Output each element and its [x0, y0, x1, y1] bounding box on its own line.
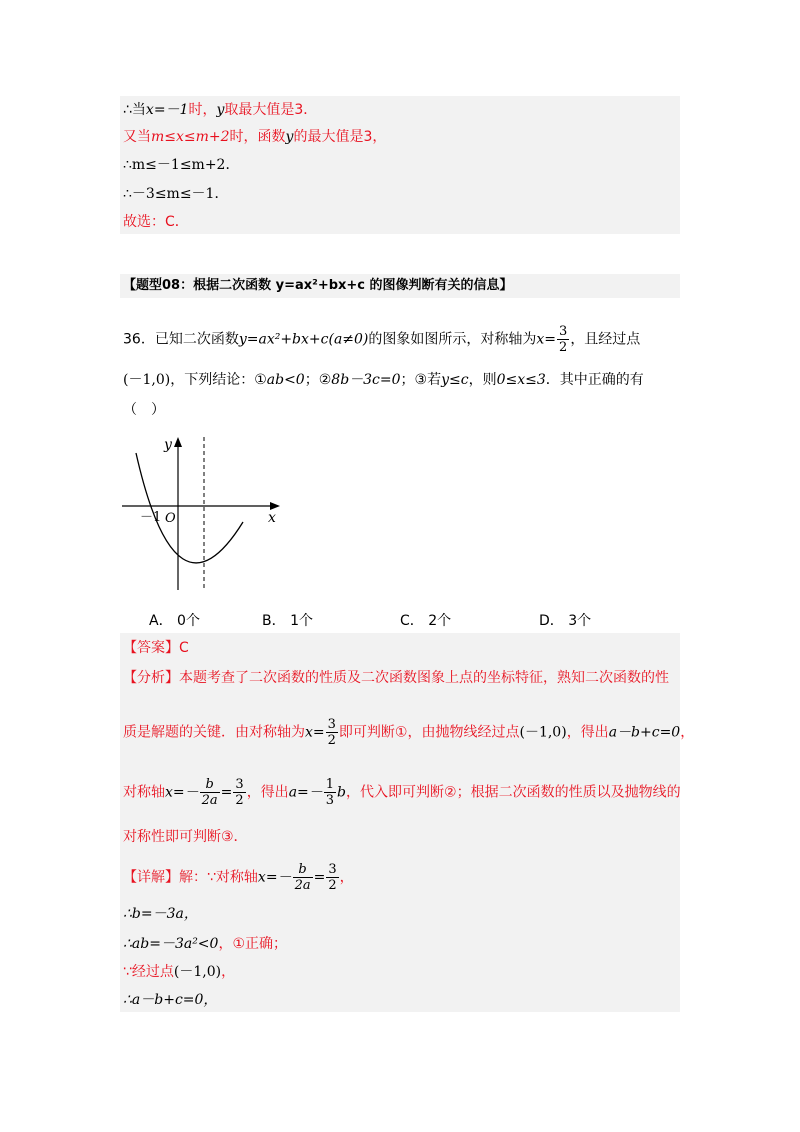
choice-c[interactable]: C． 2个 [400, 613, 452, 629]
section-title: 【题型08：根据二次函数 y=ax²+bx+c 的图像判断有关的信息】 [123, 278, 513, 293]
answer-line: 【答案】C [123, 640, 189, 656]
choice-b[interactable]: B． 1个 [262, 613, 313, 629]
detail-line-3: ∴ab=－3a²<0，①正确； [123, 936, 288, 952]
analysis-line-3: 对称轴x=－ $\frac{b}{2a}$ = $\frac{3}{2}$ ，得出a=－ $\frac{1}{3}$ b，代入即可判断②；根据二次函数的性质以及抛物线的 [123, 777, 681, 808]
choice-a[interactable]: A． 0个 [149, 613, 200, 629]
x-axis-arrow [270, 502, 280, 510]
solution-line-3: ∴m≤－1≤m+2． [123, 157, 240, 173]
analysis-line-4: 对称性即可判断③． [123, 829, 248, 845]
parabola-curve [136, 453, 243, 563]
neg-one-label: －1 [140, 510, 162, 525]
detail-line-4: ∵经过点(－1,0)， [123, 964, 236, 980]
detail-line-5: ∴a－b+c=0， [123, 992, 218, 1008]
solution-line-1: ∴当x=－1时，y取最大值是3． [123, 102, 318, 118]
y-label: y [164, 437, 172, 453]
analysis-line-1: 【分析】本题考查了二次函数的性质及二次函数图象上点的坐标特征，熟知二次函数的性 [123, 670, 669, 686]
x-label: x [268, 510, 276, 526]
question-line-1: 36．已知二次函数y=ax²+bx+c(a≠0)的图象如图所示，对称轴为x= $\frac{3}{2}$ ，且经过点 [123, 324, 641, 355]
solution-line-2: 又当m≤x≤m+2时，函数y的最大值是3， [123, 129, 387, 145]
solution-line-5: 故选：C． [123, 214, 189, 230]
y-axis-arrow [174, 437, 182, 447]
choice-d[interactable]: D． 3个 [539, 613, 592, 629]
question-paren: （ ） [123, 402, 165, 418]
analysis-line-2: 质是解题的关键．由对称轴为x= $\frac{3}{2}$ 即可判断①，由抛物线经过点(－1,0)，得出a－b+c=0， [123, 717, 695, 748]
detail-line-2: ∴b=－3a， [123, 906, 198, 922]
solution-line-4: ∴－3≤m≤－1． [123, 186, 229, 202]
question-line-2: (－1,0)，下列结论：①ab<0；②8b－3c=0；③若y≤c，则0≤x≤3．其中正确的有 [123, 372, 644, 388]
origin-label: O [165, 511, 176, 526]
solution-block [120, 633, 680, 1012]
detail-line-1: 【详解】解：∵对称轴x=－ $\frac{b}{2a}$ = $\frac{3}{2}$ ， [123, 862, 354, 893]
parabola-graph [118, 435, 288, 595]
